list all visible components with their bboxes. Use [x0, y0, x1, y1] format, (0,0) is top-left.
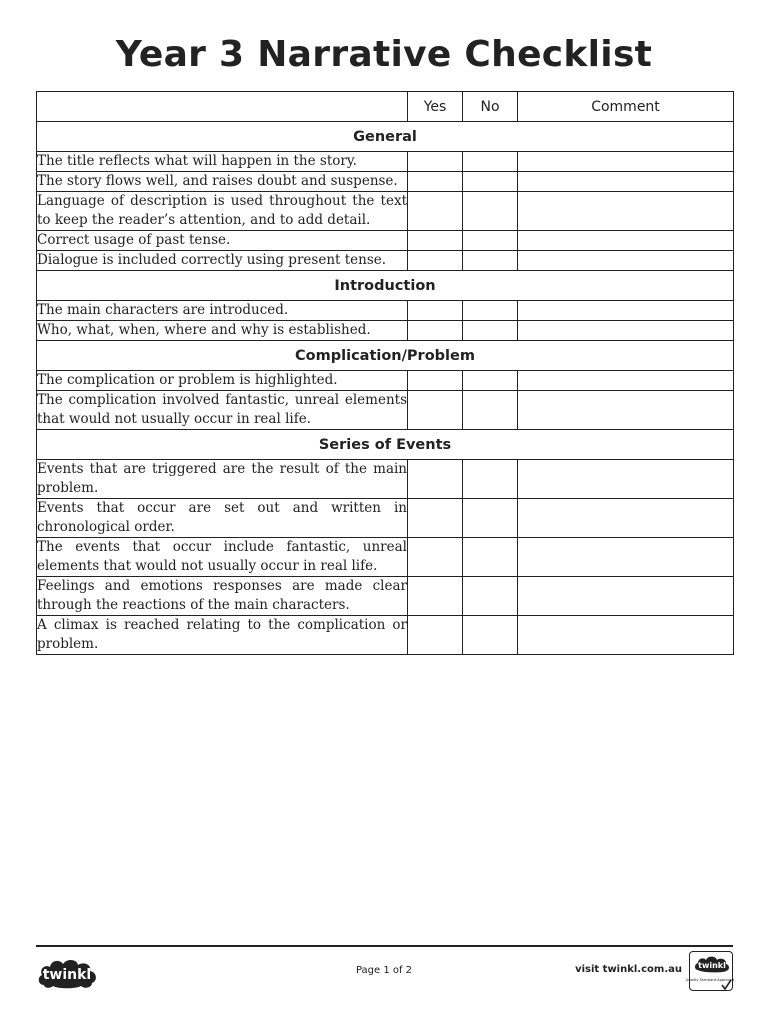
no-cell[interactable] [463, 577, 518, 616]
yes-cell[interactable] [408, 391, 463, 430]
comment-cell[interactable] [518, 192, 734, 231]
comment-cell[interactable] [518, 391, 734, 430]
comment-cell[interactable] [518, 321, 734, 341]
no-cell[interactable] [463, 231, 518, 251]
page-title: Year 3 Narrative Checklist [115, 34, 653, 75]
no-cell[interactable] [463, 251, 518, 271]
comment-cell[interactable] [518, 538, 734, 577]
no-cell[interactable] [463, 371, 518, 391]
logo-text: twinkl [42, 967, 92, 983]
checklist-row [37, 391, 734, 430]
yes-cell[interactable] [408, 231, 463, 251]
yes-cell[interactable] [408, 172, 463, 192]
section-heading: Series of Events [37, 430, 734, 460]
no-cell[interactable] [463, 152, 518, 172]
criterion-text: The title reflects what will happen in the story. [37, 152, 408, 172]
comment-cell[interactable] [518, 152, 734, 172]
header-yes: Yes [408, 92, 463, 122]
comment-cell[interactable] [518, 499, 734, 538]
checklist-row [37, 192, 734, 231]
criterion-text: The events that occur include fantastic, unreal elements that would not usually occur in real life. [37, 538, 408, 577]
yes-cell[interactable] [408, 577, 463, 616]
yes-cell[interactable] [408, 152, 463, 172]
criterion-text: Events that occur are set out and written in chronological order. [37, 499, 408, 538]
no-cell[interactable] [463, 499, 518, 538]
yes-cell[interactable] [408, 301, 463, 321]
comment-cell[interactable] [518, 616, 734, 655]
criterion-text: The complication involved fantastic, unreal elements that would not usually occur in real life. [37, 391, 408, 430]
yes-cell[interactable] [408, 321, 463, 341]
no-cell[interactable] [463, 391, 518, 430]
checklist-row [37, 172, 734, 192]
checklist-row [37, 499, 734, 538]
checklist-row [37, 251, 734, 271]
no-cell[interactable] [463, 321, 518, 341]
comment-cell[interactable] [518, 460, 734, 499]
section-heading: Introduction [37, 271, 734, 301]
criterion-text: Events that are triggered are the result of the main problem. [37, 460, 408, 499]
checklist-row [37, 301, 734, 321]
checklist-row [37, 616, 734, 655]
criterion-text: Language of description is used throughout the text to keep the reader’s attention, and to add detail. [37, 192, 408, 231]
yes-cell[interactable] [408, 371, 463, 391]
criterion-text: Feelings and emotions responses are made clear through the reactions of the main characters. [37, 577, 408, 616]
badge-text: Quality Standard Approved [685, 978, 735, 982]
yes-cell[interactable] [408, 192, 463, 231]
no-cell[interactable] [463, 460, 518, 499]
yes-cell[interactable] [408, 538, 463, 577]
checklist-row [37, 371, 734, 391]
footer-divider [36, 945, 733, 947]
no-cell[interactable] [463, 616, 518, 655]
quality-badge [685, 951, 735, 991]
checklist-row [37, 538, 734, 577]
criterion-text: Correct usage of past tense. [37, 231, 408, 251]
website-link[interactable]: visit twinkl.com.au [575, 964, 682, 975]
no-cell[interactable] [463, 172, 518, 192]
comment-cell[interactable] [518, 251, 734, 271]
no-cell[interactable] [463, 538, 518, 577]
yes-cell[interactable] [408, 616, 463, 655]
section-row [37, 122, 734, 152]
checklist-body [37, 122, 734, 655]
page-number: Page 1 of 2 [355, 965, 413, 976]
comment-cell[interactable] [518, 577, 734, 616]
comment-cell[interactable] [518, 301, 734, 321]
section-row [37, 341, 734, 371]
comment-cell[interactable] [518, 172, 734, 192]
checklist-row [37, 231, 734, 251]
criterion-text: The main characters are introduced. [37, 301, 408, 321]
no-cell[interactable] [463, 192, 518, 231]
badge-brand: twinkl [698, 961, 726, 970]
header-no: No [463, 92, 518, 122]
criterion-text: Dialogue is included correctly using present tense. [37, 251, 408, 271]
no-cell[interactable] [463, 301, 518, 321]
section-heading: Complication/Problem [37, 341, 734, 371]
header-comment: Comment [518, 92, 734, 122]
criterion-text: A climax is reached relating to the complication or problem. [37, 616, 408, 655]
criterion-text: The complication or problem is highlighted. [37, 371, 408, 391]
checklist-row [37, 152, 734, 172]
comment-cell[interactable] [518, 231, 734, 251]
yes-cell[interactable] [408, 460, 463, 499]
table-header-row [37, 92, 734, 122]
section-row [37, 271, 734, 301]
section-row [37, 430, 734, 460]
criterion-text: Who, what, when, where and why is established. [37, 321, 408, 341]
yes-cell[interactable] [408, 251, 463, 271]
yes-cell[interactable] [408, 499, 463, 538]
criterion-text: The story flows well, and raises doubt and suspense. [37, 172, 408, 192]
section-heading: General [37, 122, 734, 152]
checklist-row [37, 577, 734, 616]
header-criteria [37, 92, 408, 122]
comment-cell[interactable] [518, 371, 734, 391]
checklist-row [37, 460, 734, 499]
checklist-row [37, 321, 734, 341]
checklist-table [36, 91, 734, 655]
